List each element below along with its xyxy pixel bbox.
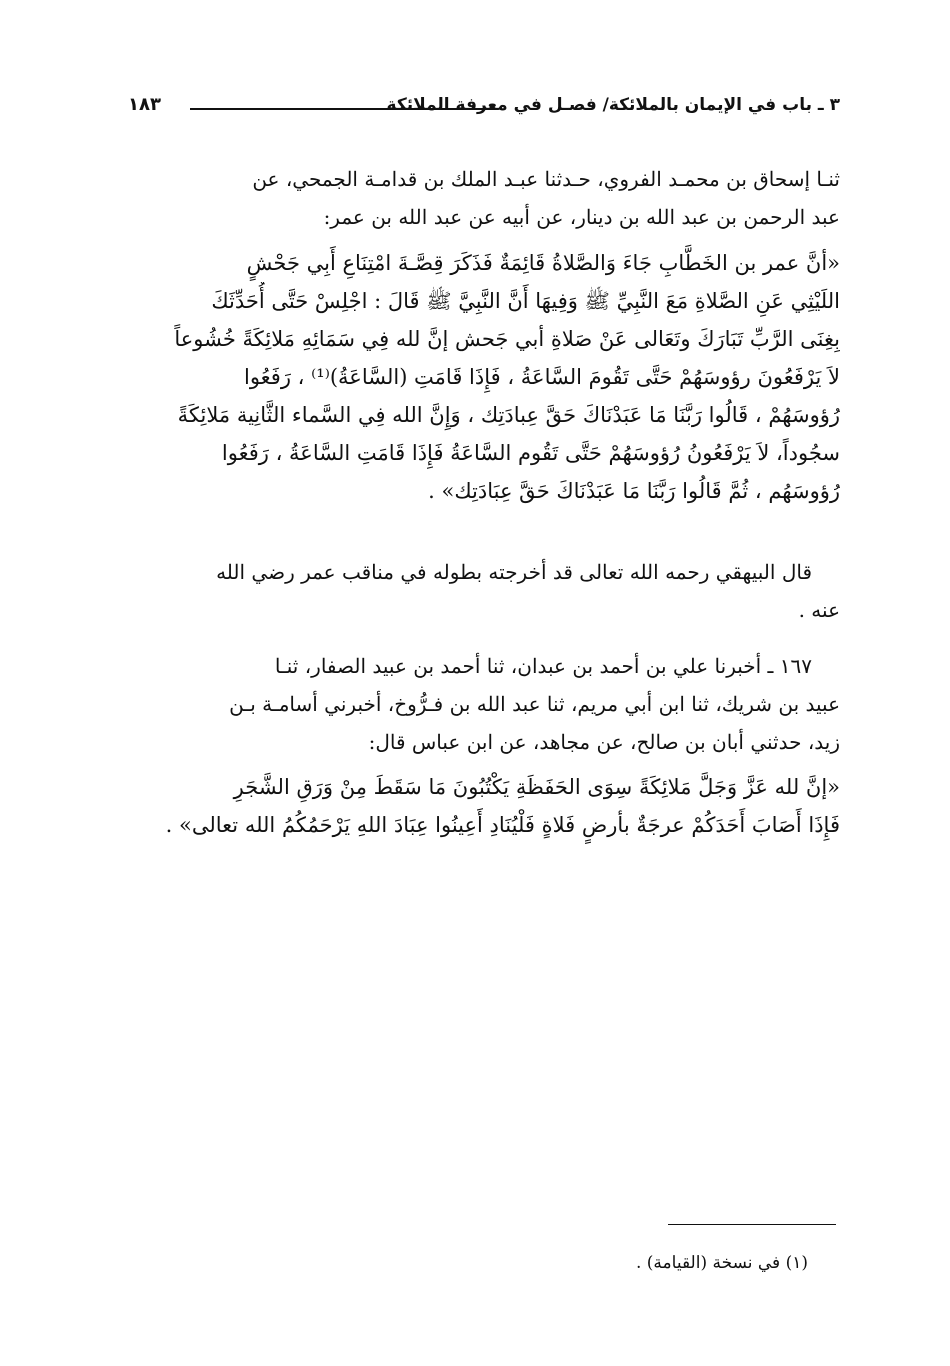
footnote: (١) في نسخة (القيامة) . [635,1253,808,1273]
text-line: اللَيْثِي عَنِ الصَّلاةِ مَعَ النَّبِيِّ ﷺ وَفِيهَا أَنَّ النَّبِيَّ ﷺ قَالَ : اجْلِسْ حَتَّى أُحَدِّثَكَ [211,289,840,313]
text-line: رُؤوسَهُم ، ثُمَّ قَالُوا رَبَّنَا مَا عَبَدْنَاكَ حَقَّ عِبَادَتِك» . [428,479,840,503]
text-line: لاَ يَرْفَعُونَ رؤوسَهُمْ حَتَّى تَقُومَ السَّاعَةُ ، فَإِذَا قَامَتِ (السَّاعَةُ)⁽¹⁾ ، رَفَعُوا [243,365,840,389]
page-number: ١٨٣ [128,94,161,115]
text-line: زيد، حدثني أبان بن صالح، عن مجاهد، عن ابن عباس قال: [368,730,840,754]
text-line: «أنَّ عمر بن الخَطَّابِ جَاءَ وَالصَّلاةُ قَائِمَةٌ فَذَكَرَ قِصَّـةَ امْتِنَاعِ أَبِي جَحْشٍ [246,251,840,275]
text-line: قال البيهقي رحمه الله تعالى قد أخرجته بطوله في مناقب عمر رضي الله [216,560,812,584]
paragraph-isnad-1 [128,160,840,236]
paragraph-isnad-167 [128,647,840,761]
text-line: عبيد بن شريك، ثنا ابن أبي مريم، ثنا عبد الله بن فـرُّوخ، أخبرني أسامـة بـن [229,692,840,716]
paragraph-hadith-2 [128,768,840,844]
text-line: «إنَّ لله عَزَّ وَجَلَّ مَلائِكَةً سِوَى الحَفَظَةِ يَكْتُبُونَ مَا سَقَطَ مِنْ وَرَقِ الشَّجَرِ [233,775,840,799]
text-line: ثنـا إسحاق بن محمـد الفروي، حـدثنا عبـد الملك بن قدامـة الجمحي، عن [252,167,840,191]
text-line: فَإِذَا أَصَابَ أَحَدَكُمْ عرجَةٌ بأرضٍ فَلاةٍ فَلْيُنَادِ أَعِينُوا عِبَادَ اللهِ يَرْحَمُكُمُ الله تعالى» . [165,813,840,837]
paragraph-hadith-1 [128,244,840,510]
chapter-title: ٣ ـ باب في الإيمان بالملائكة/ فصـل في معرفة الملائكة [386,95,840,115]
text-line: ١٦٧ ـ أخبرنا علي بن أحمد بن عبدان، ثنا أحمد بن عبيد الصفار، ثنـا [274,654,812,678]
footnote-rule [668,1224,836,1225]
text-line: عبد الرحمن بن عبد الله بن دينار، عن أبيه عن عبد الله بن عمر: [323,205,840,229]
text-line: عنه . [798,598,840,622]
text-line: رُؤوسَهُمْ ، قَالُوا رَبَّنَا مَا عَبَدْنَاكَ حَقَّ عِبادَتِك ، وَإِنَّ الله فِي السَّماء الثَّانِية مَلائِكَةً [177,403,840,427]
header-rule [190,108,496,110]
running-header [128,92,840,122]
paragraph-bayhaqi-note [128,553,840,629]
text-line: بِغِنَى الرَّبِّ تَبَارَكَ وتَعَالى عَنْ صَلاةِ أبي جَحش إنَّ لله فِي سَمَائِهِ مَلائِكَةً خُشُوعاً [174,327,840,351]
text-line: سجُوداً، لاَ يَرْفَعُونُ رُؤوسَهُمْ حَتَّى تَقُوم السَّاعَةُ فَإِذَا قَامَتِ السَّاعَةُ ، رَفَعُوا [221,441,840,465]
